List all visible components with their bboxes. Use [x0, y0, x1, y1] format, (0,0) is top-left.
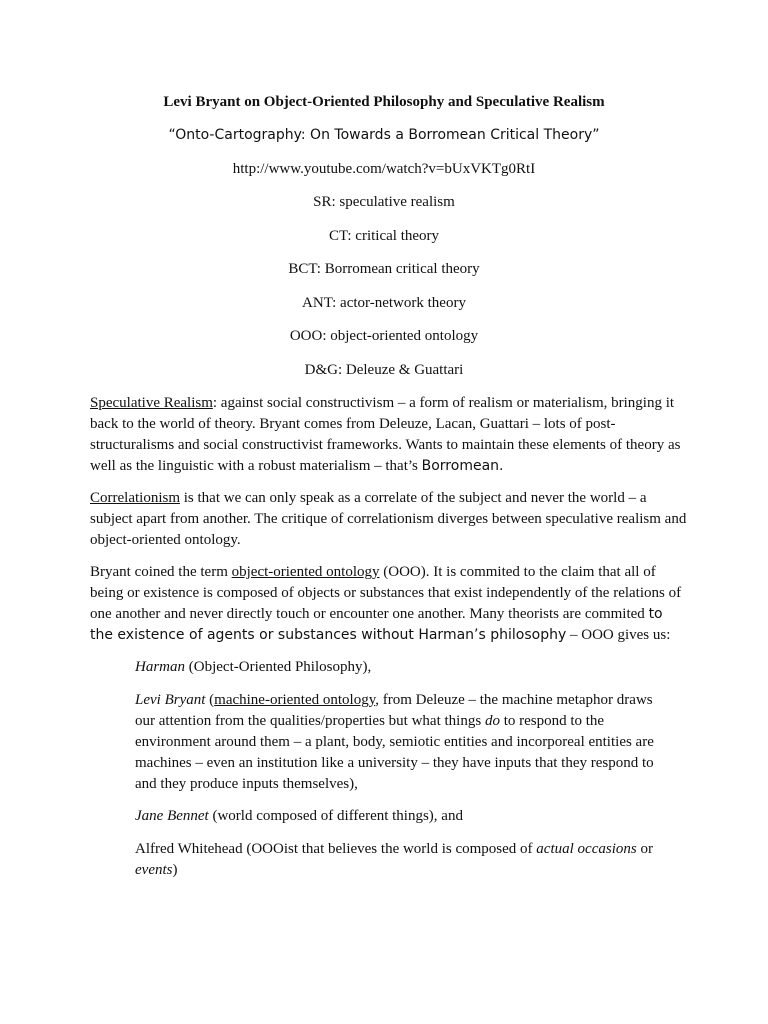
- list-item-text: to respond to the environment around them – a plant, body, semiotic entities and incorporeal entities are machines – even an institution like a university – they have inputs that they respond to and they produce inputs themselves),: [135, 713, 654, 792]
- abbreviation-sr: SR: speculative realism: [313, 194, 455, 210]
- name-harman: Harman: [135, 659, 186, 675]
- paragraph-ooo: [90, 562, 690, 646]
- abbreviation-ooo: OOO: object-oriented ontology: [289, 328, 479, 344]
- list-item-text: or: [636, 841, 653, 857]
- abbreviation-dg: D&G: Deleuze & Guattari: [304, 362, 464, 378]
- term-correlationism: Correlationism: [90, 490, 180, 506]
- paragraph-text: (OOO). It is commited to the claim that all of being or existence is composed of objects or substances that exist independently of the relations of one another and never directly touch or encounter one another. Many theorists are commited: [90, 564, 682, 622]
- document-subtitle: “Onto-Cartography: On Towards a Borromean Critical Theory”: [168, 127, 600, 143]
- list-item-jane-bennet: [135, 806, 675, 827]
- emphasis-actual-occasions: actual occasions: [536, 841, 637, 857]
- term-speculative-realism: Speculative Realism: [90, 395, 213, 411]
- list-item-text: (Object-Oriented Philosophy),: [185, 659, 372, 675]
- paragraph-speculative-realism: [90, 393, 690, 477]
- list-item-text: Alfred Whitehead (OOOist that believes the world is composed of: [135, 841, 537, 857]
- abbreviation-bct: BCT: Borromean critical theory: [288, 261, 480, 277]
- document-title: Levi Bryant on Object-Oriented Philosophy and Speculative Realism: [163, 94, 605, 110]
- term-object-oriented-ontology: object-oriented ontology: [231, 564, 380, 580]
- paragraph-text: Bryant coined the term: [90, 564, 232, 580]
- paragraph-text: is that we can only speak as a correlate of the subject and never the world – a subject apart from another. The critique of correlationism diverges between speculative realism and object-oriented ontology.: [90, 490, 687, 548]
- abbreviation-ct: CT: critical theory: [328, 228, 440, 244]
- video-url: http://www.youtube.com/watch?v=bUxVKTg0RtI: [232, 161, 536, 177]
- list-item-text: , from Deleuze – the machine metaphor draws our attention from the qualities/properties but what things: [135, 692, 653, 729]
- name-jane-bennet: Jane Bennet: [135, 808, 209, 824]
- emphasis-do: do: [484, 713, 500, 729]
- paragraph-text: : against social constructivism – a form of realism or materialism, bringing it back to the world of theory. Bryant comes from Deleuze, Lacan, Guattari – lots of post-structuralisms and social constructivist frameworks. Wants to maintain these elements of theory as well as the linguistic with a robust materialism – that’s: [90, 395, 681, 474]
- paragraph-text: Borromean.: [421, 458, 504, 474]
- term-machine-oriented-ontology: machine-oriented ontology: [214, 692, 376, 708]
- list-item-text: (world composed of different things), and: [208, 808, 463, 824]
- list-item-text: ): [172, 862, 178, 878]
- name-levi-bryant: Levi Bryant: [135, 692, 206, 708]
- paragraph-text: – OOO gives us:: [566, 627, 671, 643]
- emphasis-events: events: [135, 862, 173, 878]
- list-item-levi-bryant: [135, 690, 675, 795]
- paragraph-correlationism: [90, 488, 690, 551]
- paragraph-text: to the existence of agents or substances without Harman’s philosophy: [90, 606, 663, 643]
- list-item-harman: [135, 657, 675, 678]
- list-item-text: (: [205, 692, 215, 708]
- abbreviation-ant: ANT: actor-network theory: [302, 295, 466, 311]
- list-item-alfred-whitehead: [135, 839, 675, 881]
